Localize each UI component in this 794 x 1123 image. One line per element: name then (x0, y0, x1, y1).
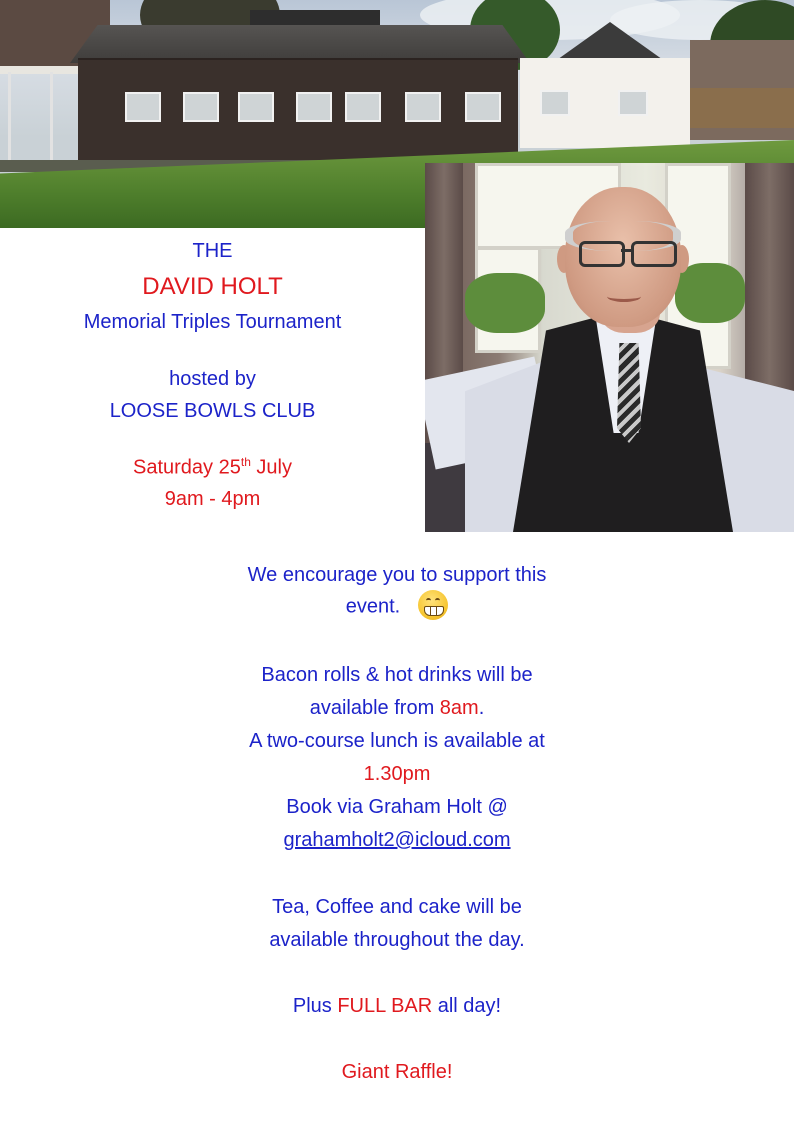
bacon-line-2-suffix: . (478, 697, 485, 719)
bar-prefix: Plus (292, 995, 338, 1017)
the-label: THE (192, 240, 233, 262)
bacon-time: 8am (439, 697, 479, 719)
email-line (0, 829, 794, 852)
encourage-line-2 (0, 592, 794, 622)
lunch-time: 1.30pm (363, 763, 431, 785)
bacon-line-2 (0, 697, 794, 720)
bacon-line-2-prefix: available from (309, 697, 440, 719)
tea-line-1: Tea, Coffee and cake will be (272, 896, 522, 918)
event-date-day: Saturday 25 (133, 456, 241, 479)
event-date (0, 455, 425, 480)
club-name: LOOSE BOWLS CLUB (109, 400, 316, 422)
honoree-name: DAVID HOLT (142, 273, 283, 300)
tournament-name: Memorial Triples Tournament (83, 311, 342, 333)
full-bar-highlight: FULL BAR (337, 995, 433, 1017)
event-time: 9am - 4pm (164, 488, 261, 510)
bar-suffix: all day! (432, 995, 502, 1017)
bar-line (0, 995, 794, 1018)
hosted-by-label: hosted by (169, 368, 256, 390)
giant-raffle: Giant Raffle! (341, 1061, 453, 1083)
portrait-photo (425, 163, 794, 532)
grinning-face-icon (418, 590, 448, 620)
event-date-month: July (250, 456, 292, 479)
event-date-suffix: th (240, 455, 251, 469)
lunch-line-1: A two-course lunch is available at (249, 730, 545, 752)
tea-line-2: available throughout the day. (269, 929, 525, 951)
book-line: Book via Graham Holt @ (286, 796, 508, 818)
bacon-line-1: Bacon rolls & hot drinks will be (261, 664, 533, 686)
email-link[interactable]: grahamholt2@icloud.com (283, 829, 511, 851)
encourage-line-2-text: event. (345, 595, 401, 618)
encourage-line-1: We encourage you to support this (247, 564, 547, 586)
